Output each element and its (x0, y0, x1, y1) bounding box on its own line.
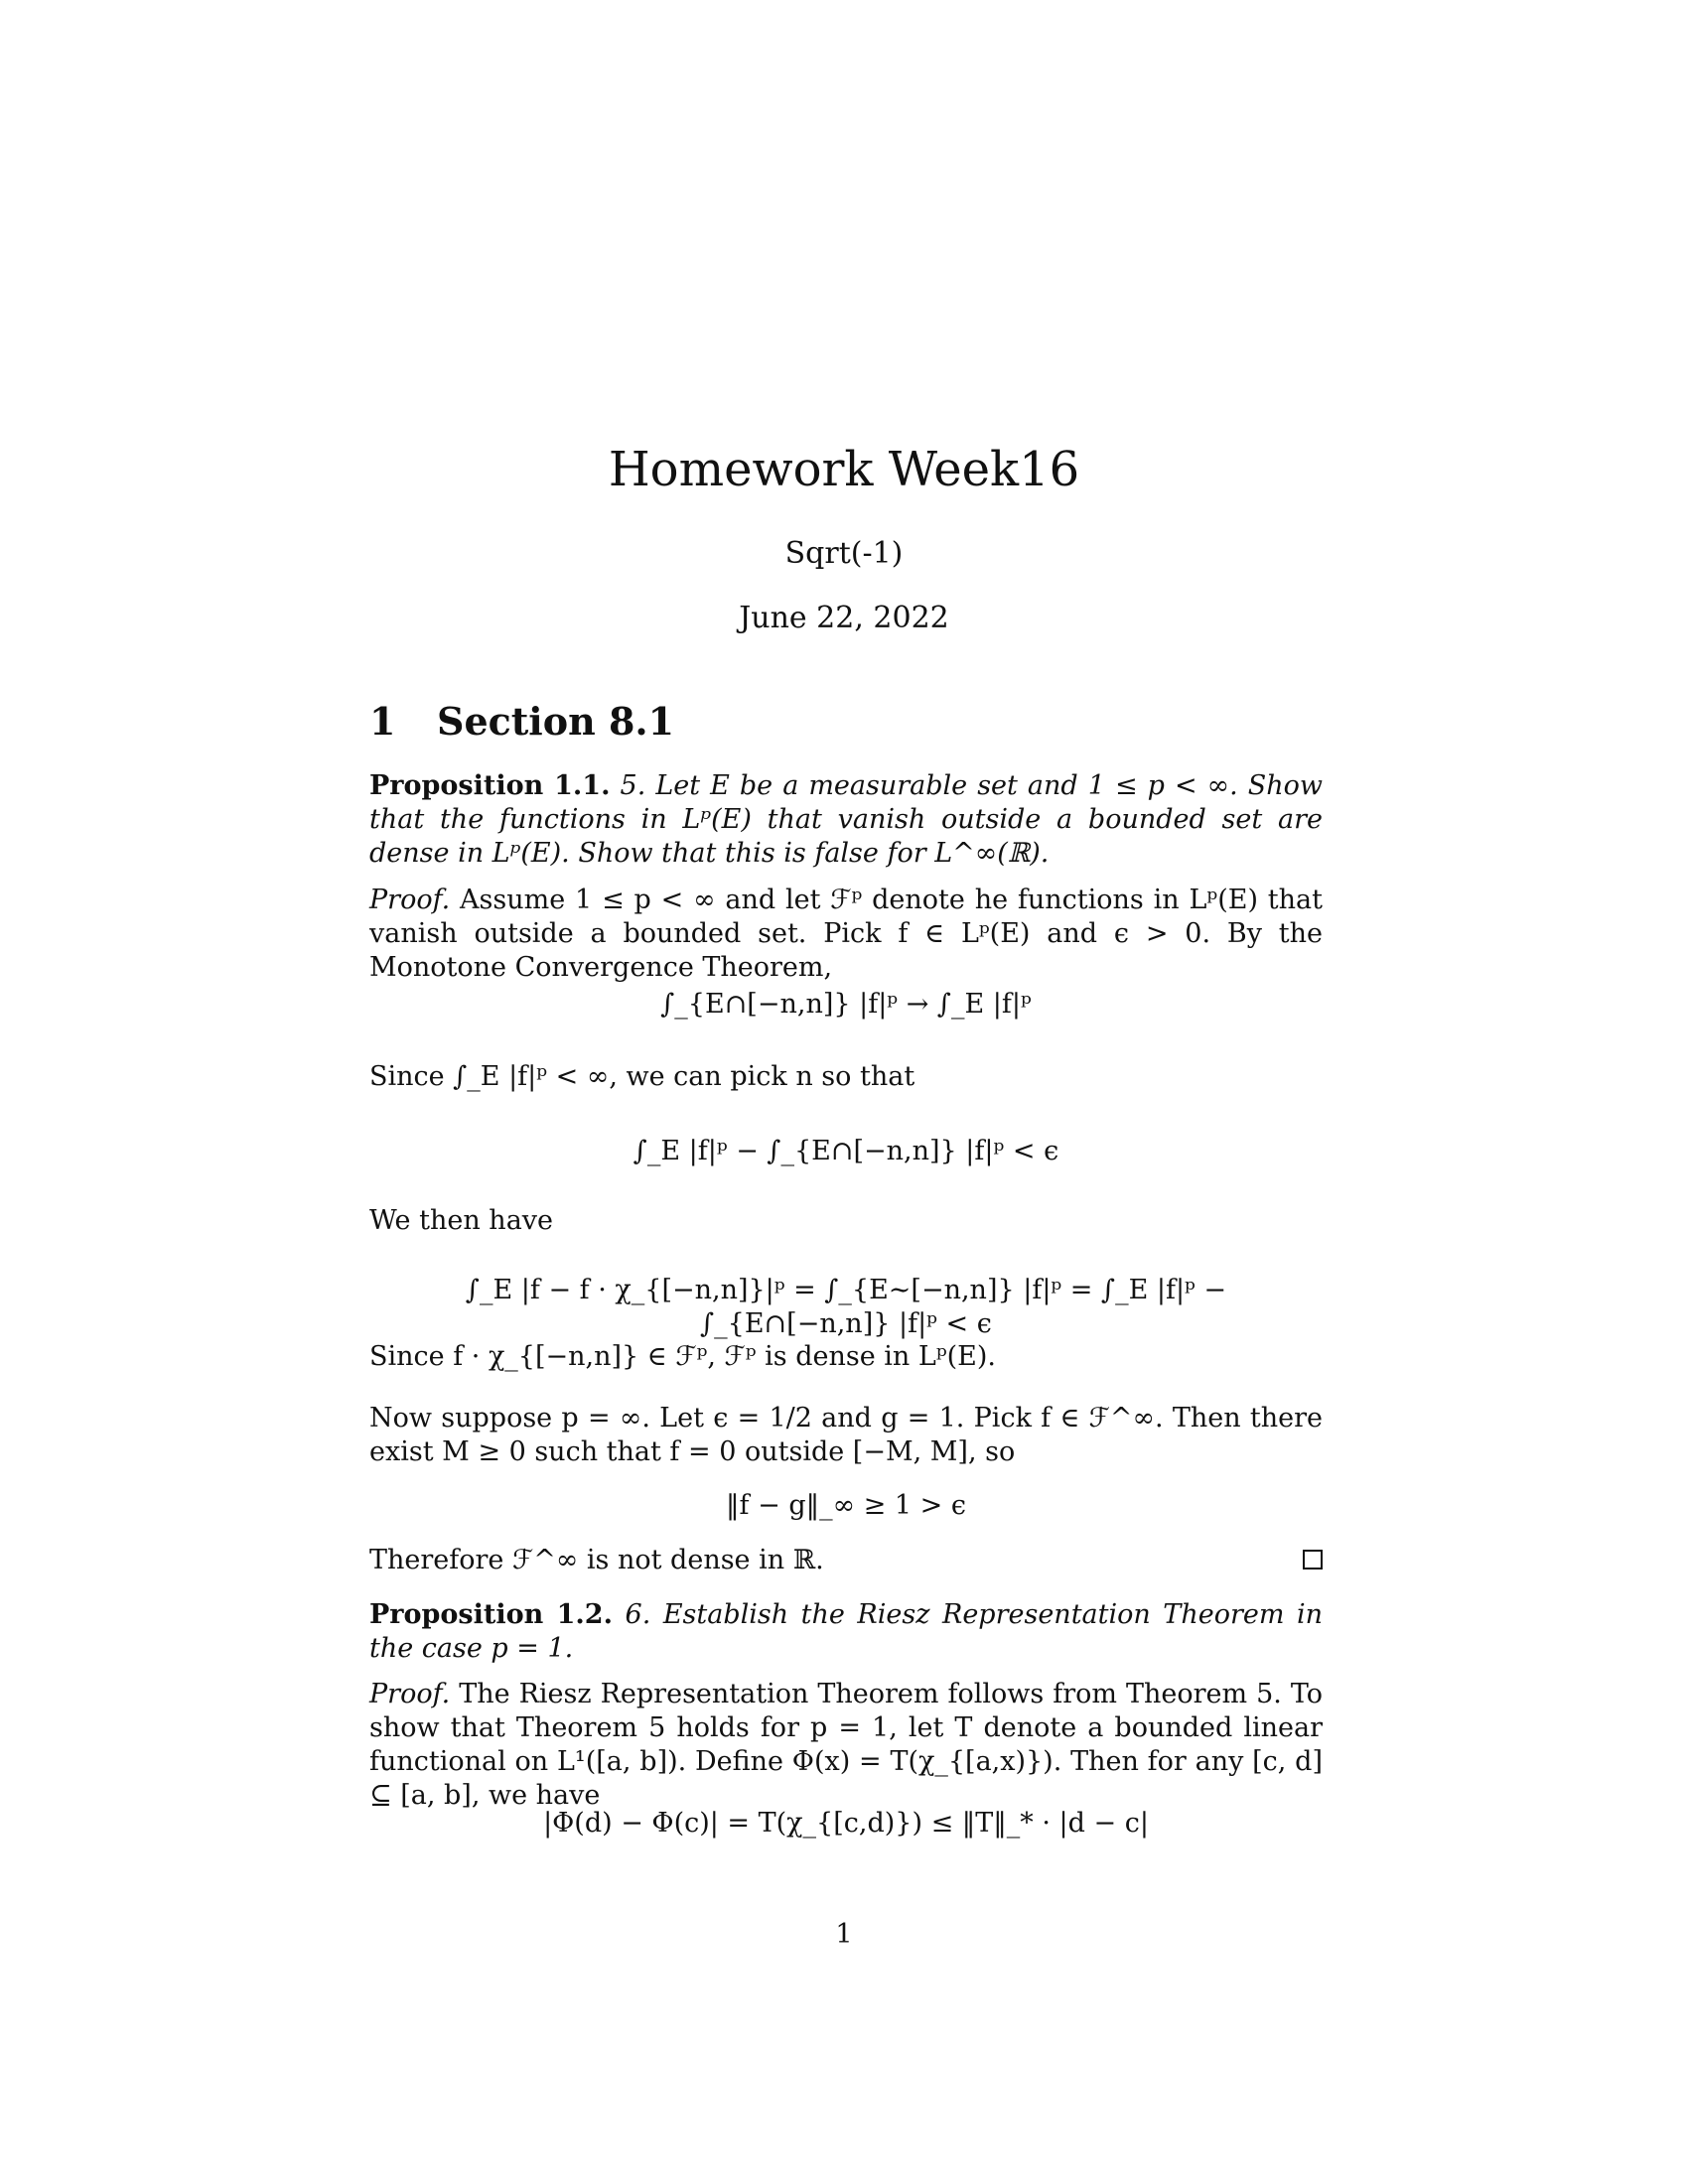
proof-paragraph-4: Since f · χ_{[−n,n]} ∈ ℱᵖ, ℱᵖ is dense in Lᵖ(E). (369, 1341, 996, 1372)
document-author: Sqrt(-1) (784, 536, 904, 571)
proof-paragraph-3: We then have (369, 1205, 554, 1236)
section-title: Section 8.1 (437, 699, 675, 744)
proof-conclusion: Therefore ℱ^∞ is not dense in ℝ. (369, 1545, 824, 1575)
document-title: Homework Week16 (608, 442, 1080, 497)
proof-paragraph-5: Now suppose p = ∞. Let ϵ = 1/2 and g = 1. Pick f ∈ ℱ^∞. Then there exist M ≥ 0 such that f = 0 outside [−M, M], so (369, 1403, 1323, 1467)
proof-paragraph-1 (369, 884, 1323, 985)
proposition-1-2 (369, 1598, 1323, 1666)
proposition-label: Proposition 1.2. (369, 1599, 613, 1630)
proof-2-paragraph-1 (369, 1678, 1323, 1813)
proof-paragraph-2: Since ∫_E |f|ᵖ < ∞, we can pick n so that (369, 1061, 915, 1092)
proof-text: The Riesz Representation Theorem follows from Theorem 5. To show that Theorem 5 holds for p = 1, let T denote a bounded linear functional on L¹([a, b]). Define Φ(x) = T(χ_{[a,x)}). Then for any [c, d] ⊆ [a, b], we have (369, 1679, 1323, 1811)
qed-square-icon (1303, 1550, 1323, 1570)
equation-4: ‖f − g‖_∞ ≥ 1 > ϵ (726, 1490, 966, 1521)
proof-label: Proof. (369, 885, 451, 915)
proposition-1-1 (369, 769, 1323, 871)
proof-paragraph-6 (369, 1544, 1323, 1577)
proposition-statement: 5. Let E be a measurable set and 1 ≤ p < ∞. Show that the functions in Lᵖ(E) that vanish outside a bounded set are dense in Lᵖ(E). Show that this is false for L^∞(ℝ). (369, 770, 1323, 869)
page-number: 1 (835, 1919, 853, 1950)
proof-text: Assume 1 ≤ p < ∞ and let ℱᵖ denote he functions in Lᵖ(E) that vanish outside a bounded set. Pick f ∈ Lᵖ(E) and ϵ > 0. By the Monotone Convergence Theorem, (369, 885, 1323, 983)
equation-5: |Φ(d) − Φ(c)| = T(χ_{[c,d)}) ≤ ‖T‖_* · |d − c| (543, 1808, 1149, 1839)
proposition-label: Proposition 1.1. (369, 770, 611, 801)
proof-label: Proof. (369, 1679, 451, 1709)
proposition-statement: 6. Establish the Riesz Representation Theorem in the case p = 1. (369, 1599, 1323, 1664)
section-number: 1 (369, 699, 396, 744)
document-date: June 22, 2022 (739, 601, 949, 635)
equation-3: ∫_E |f − f · χ_{[−n,n]}|ᵖ = ∫_{E∼[−n,n]} |f|ᵖ = ∫_E |f|ᵖ − ∫_{E∩[−n,n]} |f|ᵖ < ϵ (465, 1275, 1227, 1339)
section-heading (369, 699, 675, 744)
equation-1: ∫_{E∩[−n,n]} |f|ᵖ → ∫_E |f|ᵖ (660, 989, 1032, 1020)
equation-2: ∫_E |f|ᵖ − ∫_{E∩[−n,n]} |f|ᵖ < ϵ (633, 1136, 1059, 1166)
